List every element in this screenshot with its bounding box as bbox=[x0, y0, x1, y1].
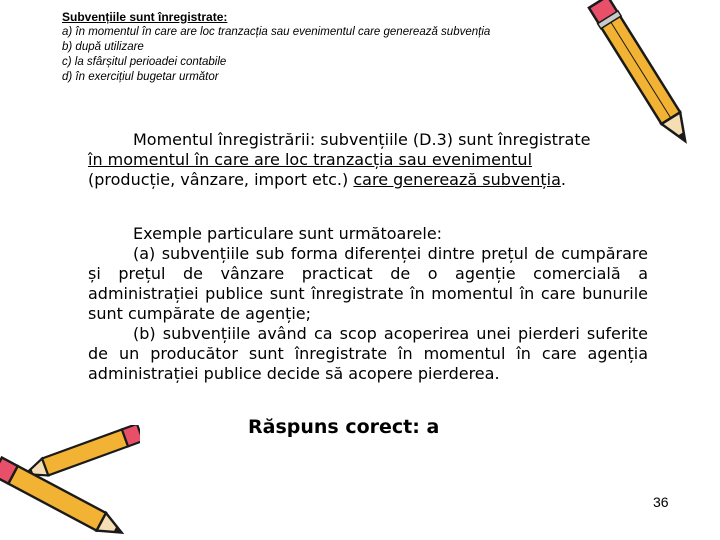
explanation-paragraph bbox=[88, 130, 648, 190]
explanation-period: . bbox=[560, 170, 566, 189]
pencils-icon-bottom-left bbox=[0, 425, 140, 540]
examples-paragraph bbox=[88, 224, 648, 384]
option-b: b) după utilizare bbox=[62, 41, 144, 53]
option-a: a) în momentul în care are loc tranzacția sau evenimentul care generează subvenția bbox=[62, 26, 491, 38]
question-block bbox=[62, 10, 582, 85]
example-b: (b) subvențiile având ca scop acoperirea unei pierderi suferite de un producător sunt înregistrate în momentul în care agenția administrației publice decide să acopere pierderea. bbox=[88, 324, 648, 383]
explanation-underlined-2: care generează subvenția bbox=[353, 170, 561, 189]
option-c: c) la sfârșitul perioadei contabile bbox=[62, 56, 227, 68]
explanation-text-3: (producție, vânzare, import etc.) bbox=[88, 170, 349, 189]
examples-intro: Exemple particulare sunt următoarele: bbox=[133, 224, 443, 243]
correct-answer: Răspuns corect: a bbox=[248, 416, 440, 438]
explanation-underlined-1: în momentul în care are loc tranzacția sau evenimentul bbox=[88, 150, 533, 169]
example-a: (a) subvențiile sub forma diferenței dintre prețul de cumpărare și prețul de vânzare practicat de o agenție comercială a administrației publice sunt înregistrate în momentul în care bunurile sunt cumpărate de agenție; bbox=[88, 244, 648, 323]
page-number: 36 bbox=[653, 494, 669, 510]
option-d: d) în exercițiul bugetar următor bbox=[62, 71, 219, 83]
explanation-line-1: Momentul înregistrării: subvențiile (D.3) sunt înregistrate bbox=[133, 130, 591, 149]
pencil-icon-top-right bbox=[575, 0, 720, 165]
question-title: Subvențiile sunt înregistrate: bbox=[62, 10, 228, 24]
